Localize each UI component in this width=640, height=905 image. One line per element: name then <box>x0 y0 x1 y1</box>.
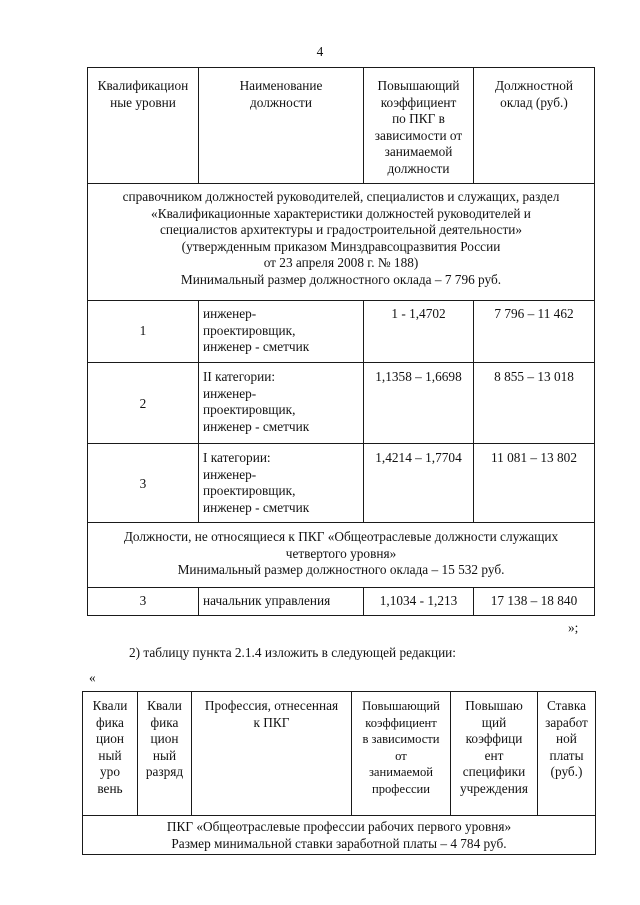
row-3-level: 3 <box>139 476 147 491</box>
row-4-coefficient: 1,1034 - 1,213 <box>379 593 458 608</box>
row-3-coefficient: 1,4214 – 1,7704 <box>375 450 462 465</box>
closing-quote: »; <box>568 620 579 635</box>
row-4-position: начальник управления <box>203 593 331 608</box>
header-profession-coefficient: Повышающий коэффициент в зависимости от занимаемой профессии <box>362 699 440 796</box>
opening-quote: « <box>89 670 96 685</box>
section-fourth-level-heading: Должности, не относящиеся к ПКГ «Общеотраслевые должности служащих четвертого уровня» Минимальный размер должностного оклада – 15 532 руб. <box>123 529 559 578</box>
header-qualification-levels: Квалификацион ные уровни <box>97 78 189 110</box>
header-position-name: Наименование должности <box>239 78 323 110</box>
header-qualification-grade: Квали фика цион ный разряд <box>145 698 184 780</box>
row-2-level: 2 <box>139 396 147 411</box>
row-4-salary: 17 138 – 18 840 <box>490 593 578 608</box>
row-1-coefficient: 1 - 1,4702 <box>391 306 446 321</box>
row-1-salary: 7 796 – 11 462 <box>494 306 574 321</box>
header-wage-rate: Ставка заработ ной платы (руб.) <box>545 698 588 780</box>
row-1-position: инженер- проектировщик, инженер - сметчик <box>203 306 310 355</box>
row-3-position: I категории: инженер- проектировщик, инженер - сметчик <box>203 450 310 515</box>
row-2-coefficient: 1,1358 – 1,6698 <box>375 369 462 384</box>
row-4-level: 3 <box>139 593 147 608</box>
header-qualification-level: Квали фика цион ный уро вень <box>92 698 128 796</box>
header-coefficient: Повышающий коэффициент по ПКГ в зависимости от занимаемой должности <box>374 78 463 176</box>
section-specialists-heading: справочником должностей руководителей, специалистов и служащих, раздел «Квалификационные характеристики должностей руководителей и специалистов архитектуры и градостроительной деятельности» (утвержденным приказом Минздравсоцразвития России от 23 апреля 2008 г. № 188) Минимальный размер должностного оклада – 7 796 руб. <box>122 189 560 287</box>
instruction-paragraph: 2) таблицу пункта 2.1.4 изложить в следующей редакции: <box>129 645 456 660</box>
header-salary: Должностной оклад (руб.) <box>494 78 574 110</box>
page-number: 4 <box>316 44 324 59</box>
row-2-salary: 8 855 – 13 018 <box>494 369 574 384</box>
row-2-position: II категории: инженер- проектировщик, инженер - сметчик <box>203 369 310 434</box>
row-3-salary: 11 081 – 13 802 <box>491 450 577 465</box>
header-institution-coefficient: Повышаю щий коэффици ент специфики учреждения <box>459 698 529 796</box>
row-1-level: 1 <box>139 323 147 338</box>
section-workers-first-level: ПКГ «Общеотраслевые профессии рабочих первого уровня» Размер минимальной ставки заработной платы – 4 784 руб. <box>166 819 512 851</box>
header-profession: Профессия, отнесенная к ПКГ <box>204 698 339 730</box>
